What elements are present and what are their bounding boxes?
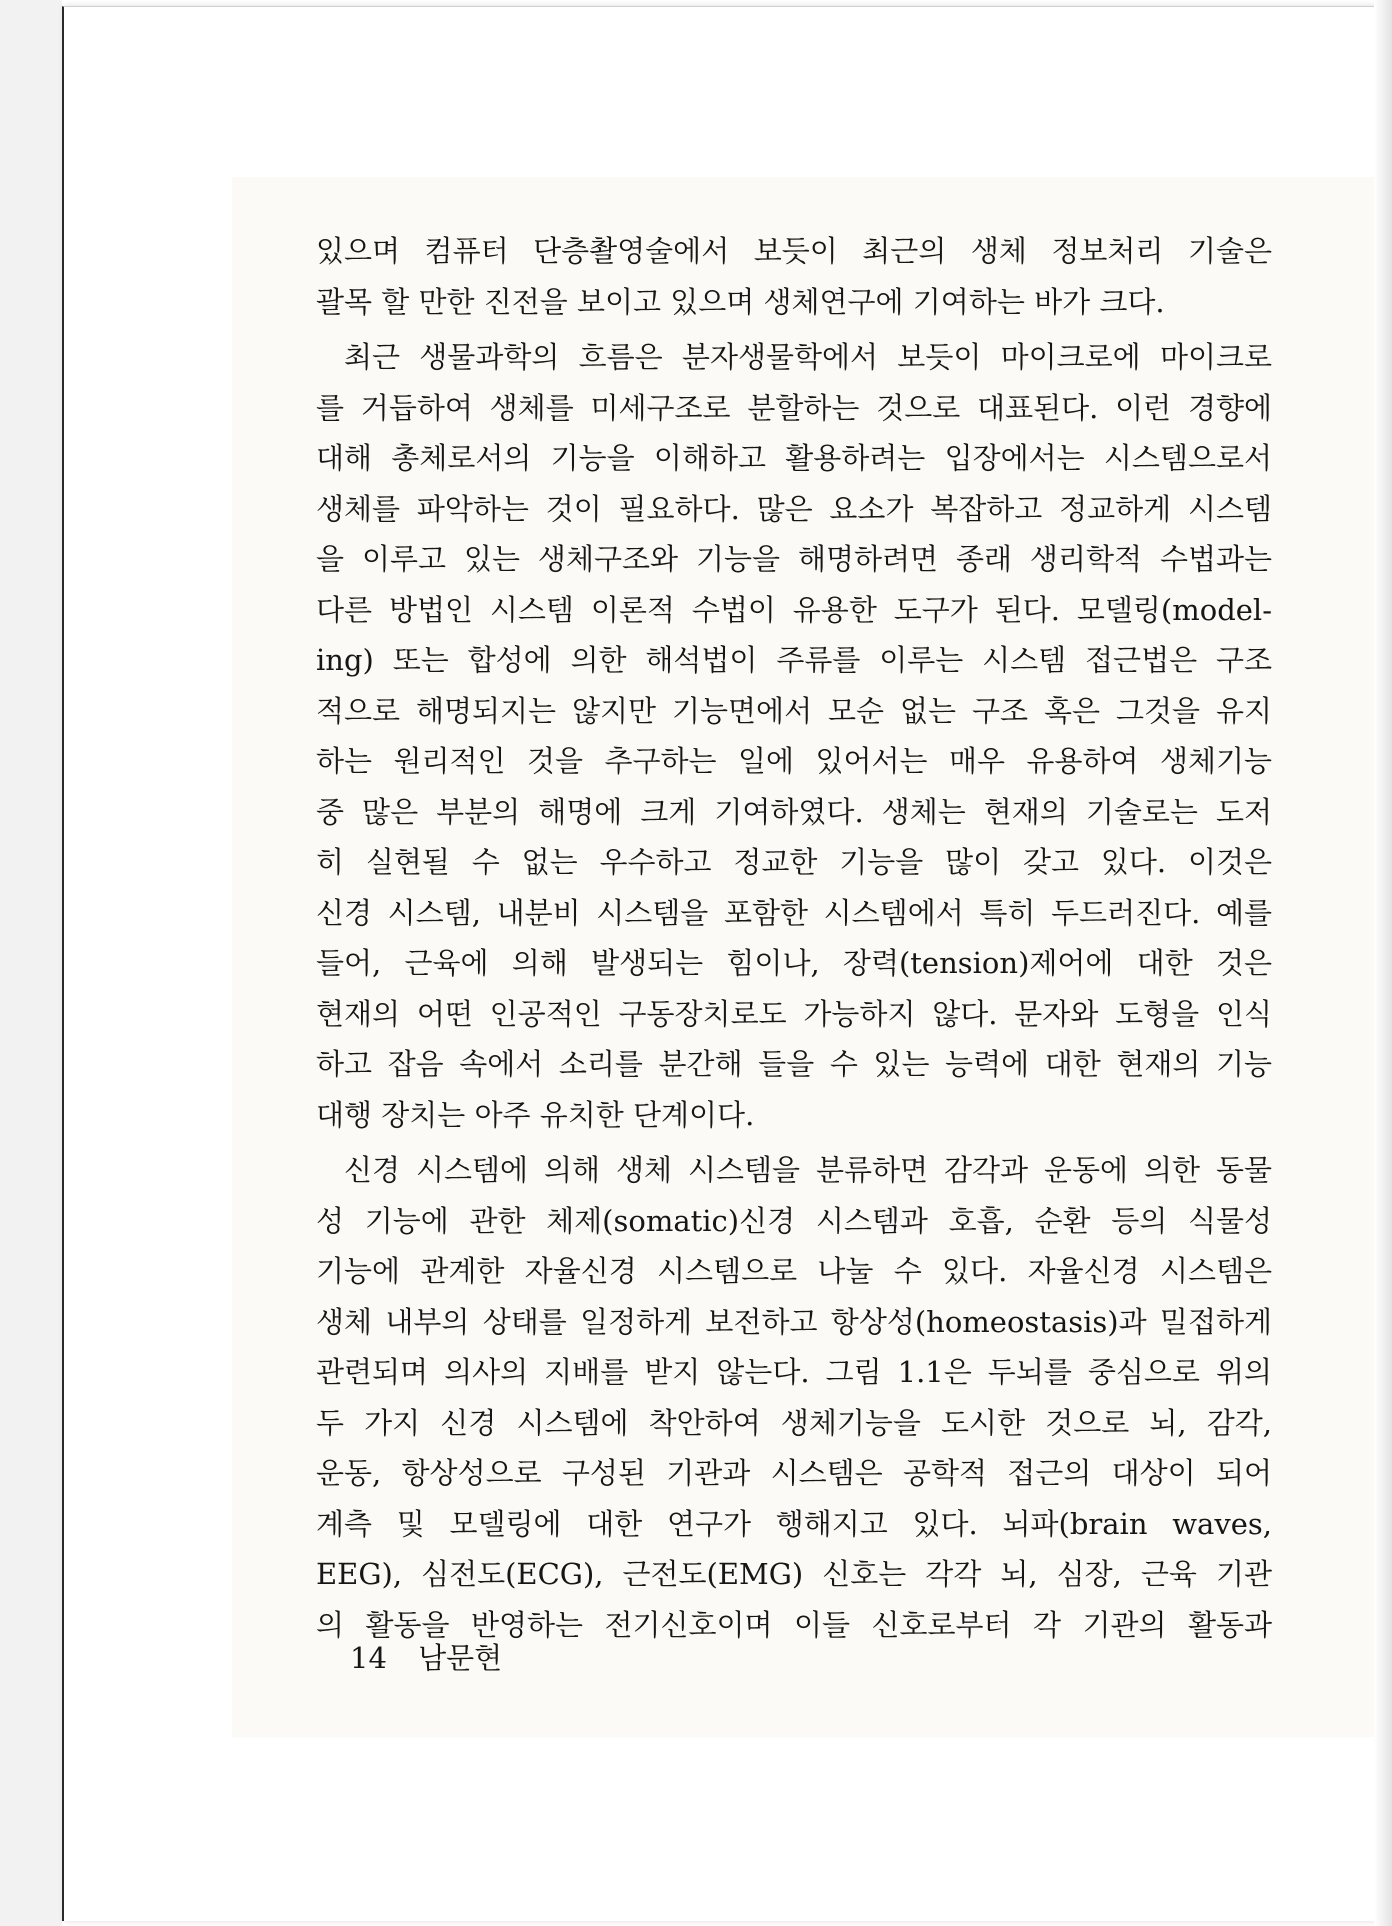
text-line: 운동, 항상성으로 구성된 기관과 시스템은 공학적 접근의 대상이 되어 bbox=[316, 1456, 1272, 1490]
text-line: 성 기능에 관한 체제(somatic)신경 시스템과 호흡, 순환 등의 식물성 bbox=[316, 1203, 1272, 1238]
text-line: 다른 방법인 시스템 이론적 수법이 유용한 도구가 된다. 모델링(model- bbox=[316, 592, 1272, 627]
text-line: 을 이루고 있는 생체구조와 기능을 해명하려면 종래 생리학적 수법과는 bbox=[316, 542, 1272, 576]
text-line: 하고 잡음 속에서 소리를 분간해 들을 수 있는 능력에 대한 현재의 기능 bbox=[316, 1047, 1272, 1081]
text-line: 대해 총체로서의 기능을 이해하고 활용하려는 입장에서는 시스템으로서 bbox=[316, 441, 1272, 475]
viewer-left-margin bbox=[0, 0, 62, 1926]
text-line: EEG), 심전도(ECG), 근전도(EMG) 신호는 각각 뇌, 심장, 근육 기관 bbox=[316, 1557, 1272, 1591]
text-line: 있으며 컴퓨터 단층촬영술에서 보듯이 최근의 생체 정보처리 기술은 bbox=[316, 234, 1272, 268]
text-line: 히 실현될 수 없는 우수하고 정교한 기능을 많이 갖고 있다. 이것은 bbox=[316, 845, 1272, 879]
text-line: 계측 및 모델링에 대한 연구가 행해지고 있다. 뇌파(brain waves, bbox=[316, 1506, 1272, 1541]
text-line: 하는 원리적인 것을 추구하는 일에 있어서는 매우 유용하여 생체기능 bbox=[316, 744, 1272, 778]
author-name: 남문현 bbox=[418, 1641, 503, 1675]
viewer-right-edge bbox=[1374, 0, 1392, 1926]
text-line: 두 가지 신경 시스템에 착안하여 생체기능을 도시한 것으로 뇌, 감각, bbox=[316, 1405, 1272, 1440]
text-line: 대행 장치는 아주 유치한 단계이다. bbox=[316, 1097, 755, 1132]
text-line: 생체를 파악하는 것이 필요하다. 많은 요소가 복잡하고 정교하게 시스템 bbox=[316, 491, 1272, 526]
text-line: 현재의 어떤 인공적인 구동장치로도 가능하지 않다. 문자와 도형을 인식 bbox=[316, 996, 1272, 1031]
text-line: 신경 시스템, 내분비 시스템을 포함한 시스템에서 특히 두드러진다. 예를 bbox=[316, 895, 1272, 930]
text-line: 적으로 해명되지는 않지만 기능면에서 모순 없는 구조 혹은 그것을 유지 bbox=[316, 693, 1272, 728]
text-line: 중 많은 부분의 해명에 크게 기여하였다. 생체는 현재의 기술로는 도저 bbox=[316, 794, 1272, 829]
text-line: 괄목 할 만한 진전을 보이고 있으며 생체연구에 기여하는 바가 크다. bbox=[316, 284, 1165, 319]
text-line: 들어, 근육에 의해 발생되는 힘이나, 장력(tension)제어에 대한 것은 bbox=[316, 946, 1272, 980]
text-line: 최근 생물과학의 흐름은 분자생물학에서 보듯이 마이크로에 마이크로 bbox=[344, 340, 1272, 374]
text-line: 의 활동을 반영하는 전기신호이며 이들 신호로부터 각 기관의 활동과 bbox=[316, 1607, 1272, 1642]
page-number: 14 bbox=[350, 1641, 387, 1675]
text-line: 신경 시스템에 의해 생체 시스템을 분류하면 감각과 운동에 의한 동물 bbox=[344, 1153, 1272, 1187]
text-line: 를 거듭하여 생체를 미세구조로 분할하는 것으로 대표된다. 이런 경향에 bbox=[316, 390, 1272, 425]
text-line: 생체 내부의 상태를 일정하게 보전하고 항상성(homeostasis)과 밀접하게 bbox=[316, 1304, 1272, 1339]
text-line: 관련되며 의사의 지배를 받지 않는다. 그림 1.1은 두뇌를 중심으로 위의 bbox=[316, 1355, 1272, 1389]
body-text bbox=[316, 226, 1272, 1650]
text-line: 기능에 관계한 자율신경 시스템으로 나눌 수 있다. 자율신경 시스템은 bbox=[316, 1254, 1272, 1288]
page-footer bbox=[350, 1636, 502, 1677]
text-line: ing) 또는 합성에 의한 해석법이 주류를 이루는 시스템 접근법은 구조 bbox=[316, 643, 1272, 677]
